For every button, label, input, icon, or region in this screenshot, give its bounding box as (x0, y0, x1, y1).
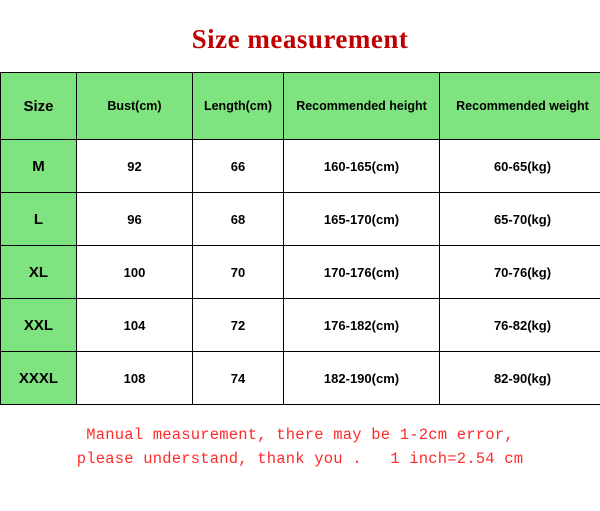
table-row (1, 193, 600, 246)
column-header-recommended-height: Recommended height (284, 73, 440, 140)
cell-size: L (1, 193, 77, 246)
table-body (1, 140, 600, 405)
table-header-row (1, 73, 600, 140)
table-header (1, 73, 600, 140)
table-row (1, 352, 600, 405)
table-row (1, 299, 600, 352)
table-row (1, 140, 600, 193)
cell-weight: 60-65(kg) (440, 140, 600, 193)
cell-bust: 92 (77, 140, 193, 193)
cell-size: XXL (1, 299, 77, 352)
cell-weight: 70-76(kg) (440, 246, 600, 299)
cell-bust: 100 (77, 246, 193, 299)
cell-height: 176-182(cm) (284, 299, 440, 352)
cell-bust: 104 (77, 299, 193, 352)
cell-height: 165-170(cm) (284, 193, 440, 246)
cell-length: 70 (193, 246, 284, 299)
cell-length: 74 (193, 352, 284, 405)
cell-length: 68 (193, 193, 284, 246)
column-header-size: Size (1, 73, 77, 140)
measurement-note-line-2: please understand, thank you . 1 inch=2.54 cm (76, 450, 524, 469)
cell-size: M (1, 140, 77, 193)
cell-weight: 65-70(kg) (440, 193, 600, 246)
cell-height: 170-176(cm) (284, 246, 440, 299)
size-measurement-table (0, 72, 600, 405)
cell-bust: 108 (77, 352, 193, 405)
cell-length: 66 (193, 140, 284, 193)
page-title: Size measurement (191, 24, 409, 54)
cell-height: 160-165(cm) (284, 140, 440, 193)
cell-size: XXXL (1, 352, 77, 405)
measurement-note-line-1: Manual measurement, there may be 1-2cm error, (86, 426, 514, 444)
measurement-note (0, 405, 600, 471)
table-row (1, 246, 600, 299)
column-header-bust: Bust(cm) (77, 73, 193, 140)
cell-weight: 82-90(kg) (440, 352, 600, 405)
cell-height: 182-190(cm) (284, 352, 440, 405)
cell-length: 72 (193, 299, 284, 352)
cell-weight: 76-82(kg) (440, 299, 600, 352)
cell-bust: 96 (77, 193, 193, 246)
cell-size: XL (1, 246, 77, 299)
column-header-length: Length(cm) (193, 73, 284, 140)
column-header-recommended-weight: Recommended weight (440, 73, 600, 140)
